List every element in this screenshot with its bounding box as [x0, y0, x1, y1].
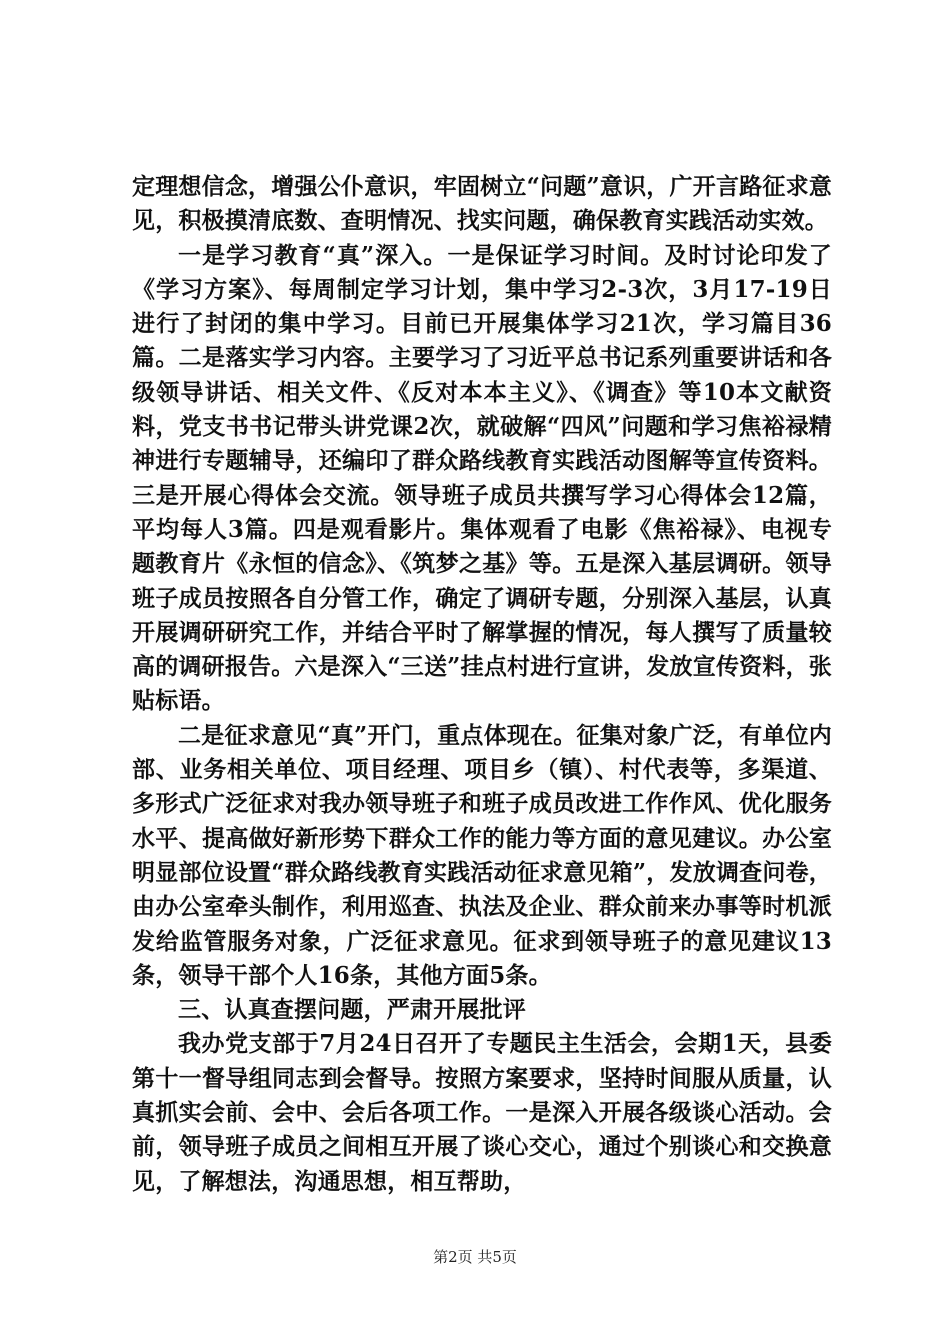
section-heading-check-problems: 三、认真查摆问题，严肃开展批评: [178, 996, 526, 1024]
document-body: [132, 170, 832, 1199]
paragraph-solicit-opinions: 二是征求意见“真”开门，重点体现在。征集对象广泛，有单位内部、业务相关单位、项目经理、项目乡（镇）、村代表等，多渠道、多形式广泛征求对我办领导班子和班子成员改进工作作风、优化服务水平、提高做好新形势下群众工作的能力等方面的意见建议。办公室明显部位设置“群众路线教育实践活动征求意见箱”，发放调查问卷，由办公室牵头制作，利用巡查、执法及企业、群众前来办事等时机派发给监管服务对象，广泛征求意见。征求到领导班子的意见建议13条，领导干部个人16条，其他方面5条。: [132, 721, 832, 989]
paragraph-study-education: 一是学习教育“真”深入。一是保证学习时间。及时讨论印发了《学习方案》、每周制定学习计划，集中学习2-3次，3月17-19日进行了封闭的集中学习。目前已开展集体学习21次，学习篇目36篇。二是落实学习内容。主要学习了习近平总书记系列重要讲话和各级领导讲话、相关文件、《反对本本主义》、《调查》等10本文献资料，党支书书记带头讲党课2次，就破解“四风”问题和学习焦裕禄精神进行专题辅导，还编印了群众路线教育实践活动图解等宣传资料。三是开展心得体会交流。领导班子成员共撰写学习心得体会12篇，平均每人3篇。四是观看影片。集体观看了电影《焦裕禄》、电视专题教育片《永恒的信念》、《筑梦之基》等。五是深入基层调研。领导班子成员按照各自分管工作，确定了调研专题，分别深入基层，认真开展调研研究工作，并结合平时了解掌握的情况，每人撰写了质量较高的调研报告。六是深入“三送”挂点村进行宣讲，发放宣传资料，张贴标语。: [132, 241, 832, 715]
paragraph-democratic-life-meeting: 我办党支部于7月24日召开了专题民主生活会，会期1天，县委第十一督导组同志到会督导。按照方案要求，坚持时间服从质量，认真抓实会前、会中、会后各项工作。一是深入开展各级谈心活动。会前，领导班子成员之间相互开展了谈心交心，通过个别谈心和交换意见，了解想法，沟通思想，相互帮助，: [132, 1030, 832, 1195]
paragraph-continuation: 定理想信念，增强公仆意识，牢固树立“问题”意识，广开言路征求意见，积极摸清底数、查明情况、找实问题，确保教育实践活动实效。: [132, 173, 832, 235]
page-footer: 第2页 共5页: [433, 1248, 517, 1266]
